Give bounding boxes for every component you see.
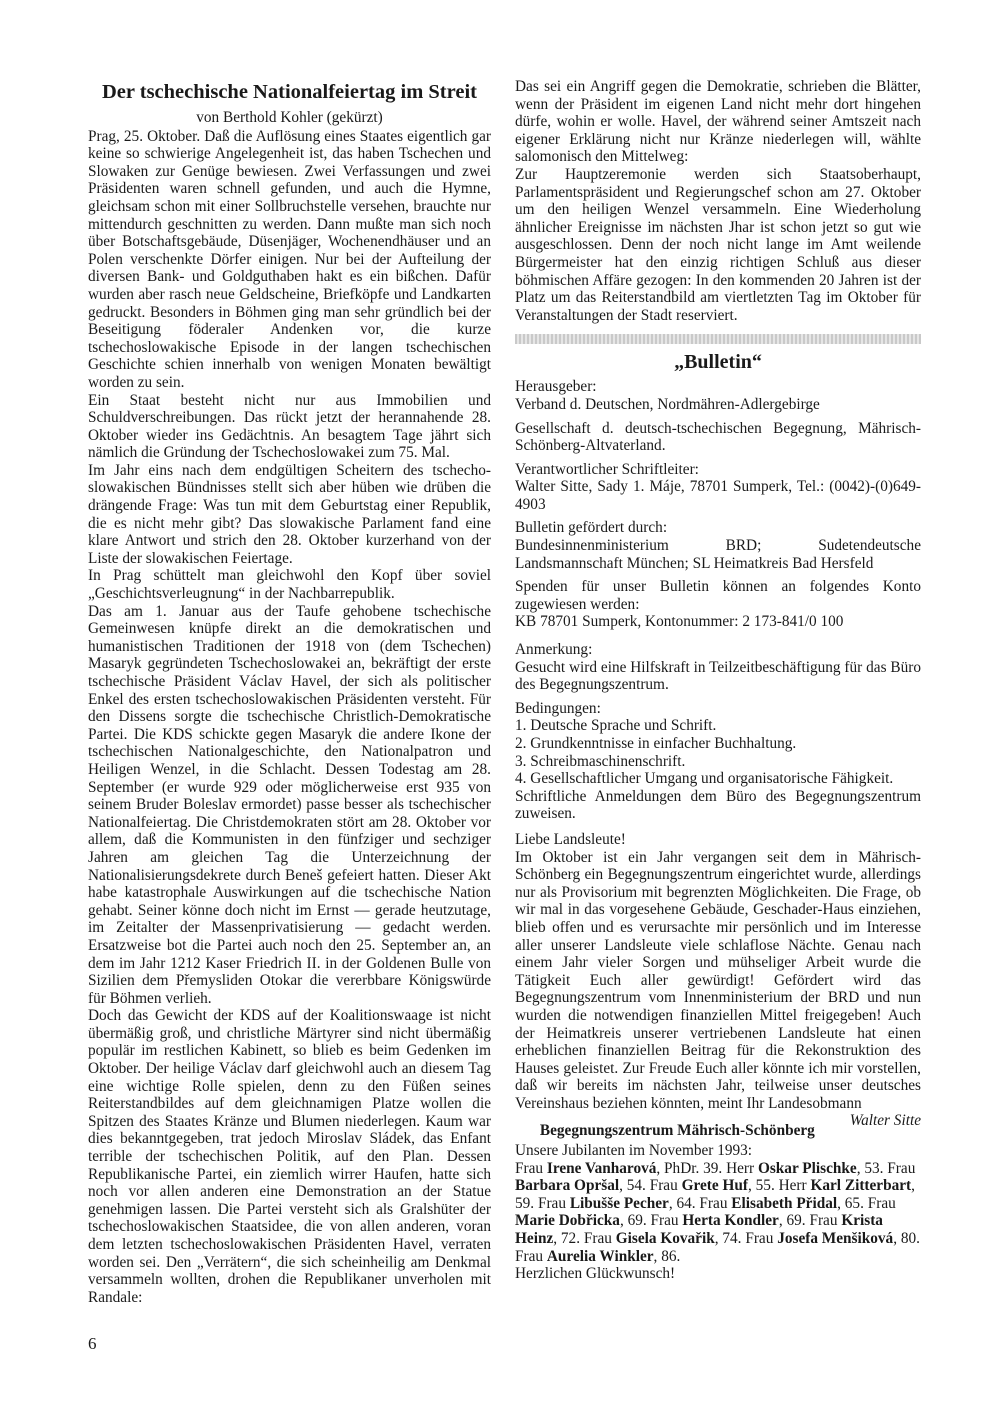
jubilee-title: Frau	[650, 1212, 683, 1230]
editor-text: Walter Sitte, Sady 1. Máje, 78701 Sumperk, Tel.: (0042)-(0)649-4903	[515, 478, 921, 513]
jubilee-entry	[745, 1230, 920, 1247]
jubilee-age: , PhDr. 39.	[656, 1159, 727, 1177]
letter-body: Im Oktober ist ein Jahr vergangen seit dem in Mährisch-Schönberg ein Begegnungszentrum eingerichtet wurde, allerdings nur als Provisorium mit begrenzten Möglichkeiten. Die Frage, ob wir mal in das vorgesehene Gebäude, Geschader-Haus einziehen, blieb offen und es verursachte mir persönlich und im Interesse aller unserer Landsleute viele schlaflose Nächte. Genau nach einem Jahr vieler Sorgen und mühseliger Arbeit wurde die Tätigkeit Euch aller gewürdigt! Gefördert wird das Begegnungszentrum vom Innenministerium der BRD und nun wurden die notwendigen finanziellen Mittel freigegeben! Auch der Heimatkreis unserer vertriebenen Landsleute hat einen erheblichen finanziellen Beitrag für die Rekonstruktion des Hauses geleistet. Zur Freude Euch aller könnte ich mir vorstellen, daß wir bereits im nächsten Jahr, teilweise unser deutsches Vereinshaus beziehen könnten, meint Ihr Landesobmann	[515, 848, 921, 1112]
jubilee-entry	[515, 1160, 726, 1177]
page-number: 6	[88, 1334, 97, 1353]
jubilee-age: , 59.	[515, 1177, 915, 1212]
article-byline: von Berthold Kohler (gekürzt)	[196, 109, 383, 126]
jubilee-intro: Unsere Jubilanten im November 1993:	[515, 1142, 753, 1160]
note-label: Anmerkung:	[515, 641, 593, 659]
jubilee-age: , 80.	[893, 1230, 920, 1248]
jubilee-title: Frau	[809, 1212, 842, 1230]
jubilee-title: Frau	[699, 1194, 732, 1212]
conditions-list	[515, 717, 921, 787]
article-paragraph-6: Doch das Gewicht der KDS auf der Koalitionswaage ist nicht übermäßig groß, und christliche Märtyrer sind nicht übermäßig populär im restlichen Kabinett, so blieb es beim Gedenken im Oktober. Der heilige Václav darf gleichwohl auch an diesem Tag eine wichtige Rolle spielen, denn zu den Füßen seines Reiterstandbildes auf dem gleichnamigen Platze wollen die Spitzen des Staates Kränze und Blumen niederlegen. Kaum war dies bekanntgegeben, trat jedoch Miroslav Sládek, das Enfant terrible der tschechischen Politik, auf den Plan. Dessen Republikanische Partei, ein ziemlich wirrer Haufen, hatte sich noch vor allen anderen eine Demonstration an der Statue genehmigen lassen. Die Partei versteht sich als Gralshüter der tschechoslowakischen Staatsidee, die von allen anderen, voran dem letzten tschechoslowakischen Präsidenten Havel, verraten worden sei. Den „Verrätern“, die sich scheinheilig am Denkmal versammeln wollten, drohen die Republikaner unverholen mit Randale:	[88, 1007, 491, 1306]
right-column	[515, 78, 921, 1283]
jubilee-name: Libušše Pecher	[569, 1194, 669, 1212]
publisher-label: Herausgeber:	[515, 378, 597, 396]
jubilee-list	[515, 1160, 921, 1266]
jubilee-title: Frau	[887, 1159, 916, 1177]
jubilee-age: , 65.	[837, 1194, 868, 1212]
jubilee-title: Frau	[867, 1194, 896, 1212]
jubilee-title: Frau	[515, 1159, 547, 1177]
donations-text: Spenden für unser Bulletin können an folgendes Konto zugewiesen werden:	[515, 578, 921, 613]
jubilee-entry	[538, 1195, 699, 1212]
funding-text: Bundesinnenministerium BRD; Sudetendeutsche Landsmannschaft München; SL Heimatkreis Bad Hersfeld	[515, 537, 921, 572]
letter-signature: Walter Sitte	[849, 1112, 921, 1130]
jubilee-age: , 54.	[619, 1177, 650, 1195]
jubilee-title: Frau	[745, 1230, 778, 1248]
jubilee-name: Josefa Menšiková	[777, 1230, 894, 1248]
jubilee-title: Herr	[726, 1159, 758, 1177]
jubilee-name: Oskar Plischke	[757, 1159, 857, 1177]
jubilee-entry	[651, 1212, 810, 1229]
publisher-2: Gesellschaft d. deutsch-tschechischen Begegnung, Mährisch-Schönberg-Altvaterland.	[515, 419, 921, 455]
left-column	[88, 78, 491, 1306]
jubilee-title: Herr	[778, 1177, 811, 1195]
jubilee-name: Irene Vanharová	[546, 1159, 657, 1177]
jubilee-age: , 53.	[856, 1159, 888, 1177]
condition-item: 2. Grundkenntnisse in einfacher Buchhaltung.	[515, 735, 797, 752]
editor-label: Verantwortlicher Schriftleiter:	[515, 460, 699, 478]
bulletin-title: „Bulletin“	[674, 351, 762, 374]
condition-item: 3. Schreibmaschinenschrift.	[515, 752, 686, 770]
jubilee-title: Frau	[537, 1194, 570, 1212]
donations-block	[515, 578, 921, 631]
congrats-text: Herzlichen Glückwunsch!	[515, 1265, 676, 1283]
center-title: Begegnungszentrum Mährisch-Schönberg	[539, 1122, 815, 1140]
jubilee-name: Marie Dobřicka	[515, 1212, 620, 1230]
jubilee-name: Grete Huf	[681, 1177, 748, 1195]
condition-item: 1. Deutsche Sprache und Schrift.	[515, 717, 717, 735]
article-paragraph-1: Prag, 25. Oktober. Daß die Auflösung eines Staates eigentlich gar keine so schwierige Angelegenheit ist, das haben Tschechen und Slowaken zur Genüge bewiesen. Zwei Verfassungen und zwei Präsidenten waren schnell gefunden, und auch die Hymne, gleichsam schon mit einer Sollbruchstelle versehen, brauchte nur mittendurch geschnitten zu werden. Dann mußte man sich noch über Botschaftsgebäude, Düsenjäger, Wochenendhäuser und an Polen verschenkte Dörfer einigen. Nur bei der Aufteilung der diversen Bank- und Goldguthaben hakt es ein bißchen. Dafür wurden aber rasch neue Geldscheine, Briefköpfe und Landkarten gedruckt. Besonders in Böhmen ging man sehr gründlich bei der Beseitigung föderaler Andenken vor, die kurze tschechoslowakische Episode in der langen tschechischen Geschichte schien innerhalb von wenigen Monaten bewältigt worden zu sein.	[88, 127, 491, 391]
publisher-1: Verband d. Deutschen, Nordmähren-Adlergebirge	[515, 395, 820, 413]
jubilee-entry	[650, 1177, 779, 1194]
funding-block	[515, 519, 921, 572]
jubilee-title: Frau	[649, 1177, 682, 1195]
jubilee-name: Barbara Opršal	[515, 1177, 620, 1195]
applications-text: Schriftliche Anmeldungen dem Büro des Begegnungszentrum zuweisen.	[515, 787, 921, 823]
jubilee-age: , 64.	[668, 1194, 700, 1212]
section-divider	[515, 334, 921, 344]
jubilee-title: Frau	[515, 1247, 547, 1265]
article-continuation-2: Zur Hauptzeremonie werden sich Staatsoberhaupt, Parlamentspräsident und Regierungschef schon am 27. Oktober um den heiligen Wenzel versammeln. Eine Wiederholung ähnlicher Ereignisse im nächsten Jhar ist schon jetzt so gut wie ausgeschlossen. Denn der noch nicht lange im Amt weilende Bürgermeister hat den einzig richtigen Schluß aus dieser böhmischen Affäre gezogen: In den kommenden 20 Jahren ist der Platz um das Reiterstandbild am viertletzten Tag im Oktober für Veranstaltungen der Stadt reserviert.	[515, 165, 921, 324]
account-text: KB 78701 Sumperk, Kontonummer: 2 173-841/0 100	[515, 613, 844, 631]
article-paragraph-5: Das am 1. Januar aus der Taufe gehobene tschechische Gemeinwesen knüpfe direkt an die demokratischen und humanistischen Traditionen der 1918 von (dem Tschechen) Masaryk gegründeten Tschechoslowakei an, bekräftigt der erste tschechische Präsident Václav Havel, der sich als politischer Enkel des ersten tschechoslowakischen Präsidenten versteht. Für den Dissens sorgte die tschechische Christlich-Demokratische Partei. Die KDS schickte gegen Masaryk die andere Ikone der tschechischen Nationalgeschichte, den Nationalpatron und Heiligen Wenzel, in die Schlacht. Dessen Todestag am 28. September (er wurde 929 oder möglicherweise erst 935 von seinem Bruder Boleslav ermordet) passe besser als tschechischer Nationalfeiertag. Die Christdemokraten stört am 28. Oktober vor allem, daß die Kommunisten in den fünfziger und sechziger Jahren am gleichen Tag die Unterzeichnung der Nationalisierungsdekrete durch Beneš gefeiert hatten. Dieser Akt habe katastrophale Auswirkungen auf die tschechische Nation gehabt. Seiner könne doch nicht im Ernst — gerade heutzutage, im Zeitalter der Massenprivatisierung — gedacht werden. Ersatzweise bot die Partei auch noch den 25. September an, an dem im Jahr 1212 Kaser Friedrich II. in der Goldenen Bulle von Sizilien dem Přemysliden Otokar die vererbbare Königswürde für Böhmen verlieh.	[88, 602, 491, 1007]
jubilee-entry	[699, 1195, 867, 1212]
article-paragraph-2: Ein Staat besteht nicht nur aus Immobilien und Schuldverschreibungen. Das rückt jetzt der herannahende 28. Oktober wieder ins Gedächtnis. An besagtem Tage jährt sich nämlich die Gründung der Tschechoslowakei zum 75. Mal.	[88, 391, 491, 462]
article-title: Der tschechische Nationalfeiertag im Streit	[102, 81, 477, 103]
jubilee-entry	[515, 1248, 680, 1265]
jubilee-name: Herta Kondler	[682, 1212, 779, 1230]
letter-block	[515, 830, 921, 1130]
letter-greeting: Liebe Landsleute!	[515, 830, 626, 848]
publisher-block	[515, 378, 921, 413]
note-block	[515, 641, 921, 694]
article-paragraph-3: Im Jahr eins nach dem endgültigen Scheitern des tschecho-slowakischen Bündnisses stellt sich aber hüben wie drüben die drängende Frage: Was tun mit dem Geburtstag einer Republik, die es nicht mehr gibt? Das slowakische Parlament fand eine klare Antwort und strich den 28. Oktober kurzerhand von der Liste der slowakischen Feiertage.	[88, 461, 491, 567]
jubilee-age: , 55.	[748, 1177, 779, 1195]
jubilee-entry	[584, 1230, 745, 1247]
jubilee-name: Krista Heinz	[515, 1212, 883, 1248]
letter-text	[515, 848, 921, 1130]
jubilee-entry	[726, 1160, 887, 1177]
jubilee-age: , 69.	[619, 1212, 651, 1230]
publisher-2-block	[515, 420, 921, 455]
jubilee-title: Frau	[583, 1230, 616, 1248]
jubilee-age: , 69.	[778, 1212, 810, 1230]
jubilee-name: Elisabeth Přidal	[731, 1194, 838, 1212]
jubilee-name: Karl Zitterbart	[810, 1177, 912, 1195]
jubilee-age: , 72.	[553, 1230, 584, 1248]
note-text: Gesucht wird eine Hilfskraft in Teilzeitbeschäftigung für das Büro des Begegnungszentrum.	[515, 658, 921, 694]
jubilee-name: Aurelia Winkler	[546, 1247, 654, 1265]
condition-item: 4. Gesellschaftlicher Umgang und organisatorische Fähigkeit.	[515, 770, 894, 788]
jubilee-age: , 74.	[714, 1230, 746, 1248]
article-continuation-1: Das sei ein Angriff gegen die Demokratie, schrieben die Blätter, wenn der Präsident im eigenen Land nicht mehr dort hingehen dürfe, wohin er wolle. Havel, der während seiner Amtszeit nach eigener Erklärung nicht nur Kränze niederlegen will, wählte salomonisch den Mittelweg:	[515, 78, 921, 166]
editor-block	[515, 461, 921, 514]
conditions-label: Bedingungen:	[515, 699, 601, 717]
funding-label: Bulletin gefördert durch:	[515, 519, 668, 537]
conditions-block	[515, 700, 921, 823]
article-paragraph-4: In Prag schüttelt man gleichwohl den Kopf über soviel „Geschichtsverleugnung“ in der Nachbarrepublik.	[88, 567, 491, 603]
jubilee-name: Gisela Kovařik	[615, 1230, 715, 1248]
jubilee-age: , 86.	[653, 1247, 681, 1265]
